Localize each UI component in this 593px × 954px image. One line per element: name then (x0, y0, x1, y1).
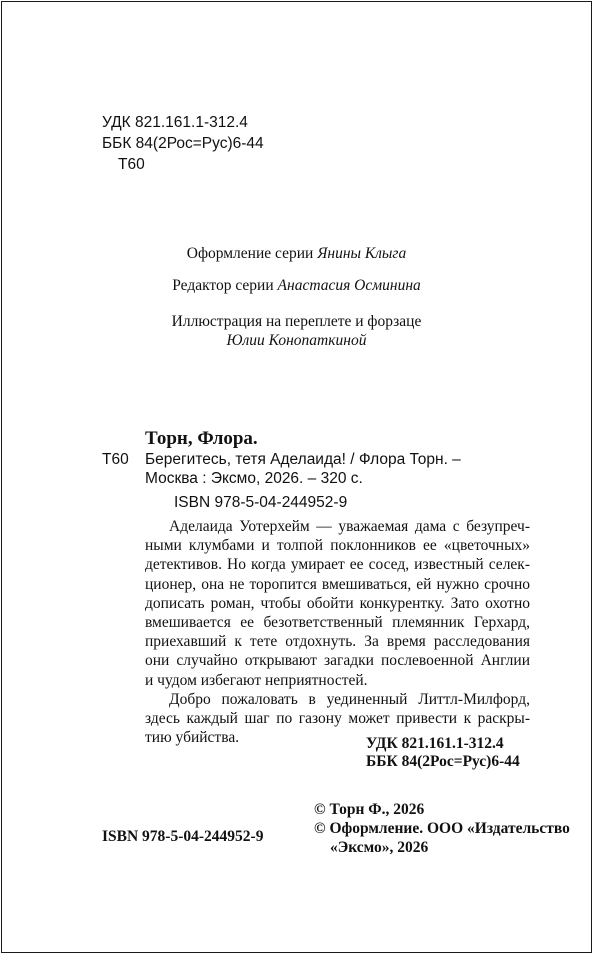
bib-title-line-2: Москва : Эксмо, 2026. – 320 с. (145, 470, 363, 487)
annotation-line: тию убийства. (145, 729, 240, 747)
bbk-code-top: ББК 84(2Рос=Рус)6-44 (102, 135, 264, 152)
credit-series-editor-name: Анастасия Осминина (277, 277, 421, 294)
author-heading: Торн, Флора. (145, 428, 258, 449)
credit-illustration-name-text: Юлии Конопаткиной (226, 332, 367, 349)
annotation-line: приехавший к тете отдохнуть. За время расследования (145, 633, 530, 651)
bib-title-line-1: Берегитесь, тетя Аделаида! / Флора Торн. – (145, 451, 461, 468)
bib-isbn: ISBN 978-5-04-244952-9 (174, 494, 348, 511)
udk-code-top: УДК 821.161.1-312.4 (102, 114, 248, 131)
udk-code-bottom: УДК 821.161.1-312.4 (366, 735, 504, 752)
bbk-code-bottom: ББК 84(2Рос=Рус)6-44 (366, 753, 520, 770)
annotation-line: здесь каждый шаг по газону может привести к раскры- (145, 710, 530, 728)
annotation-line: и чудом избегают неприятностей. (145, 671, 368, 689)
author-mark: Т60 (102, 451, 129, 468)
annotation-line: они случайно открывают загадки послевоенной Англии (145, 652, 530, 670)
annotation-line: дописать роман, чтобы обойти конкурентку. Зато охотно (145, 594, 530, 612)
credit-series-design (0, 244, 593, 264)
copyright-design-line-1: © Оформление. ООО «Издательство (314, 820, 570, 837)
annotation-line: вмешивается ее безответственный племянник Герхард, (145, 614, 530, 632)
copyright-design-line-2: «Эксмо», 2026 (330, 839, 429, 856)
credit-illustration-label: Иллюстрация на переплете и форзаце (171, 313, 422, 330)
copyright-author: © Торн Ф., 2026 (314, 801, 425, 818)
annotation-line: Аделаида Уотерхейм — уважаемая дама с безупреч- (169, 518, 530, 535)
annotation-line: ными клумбами и толпой поклонников ее «цветочных» (145, 537, 530, 555)
author-mark-top: Т60 (118, 156, 145, 173)
footer-isbn: ISBN 978-5-04-244952-9 (102, 828, 264, 845)
annotation-line: Добро пожаловать в уединенный Литтл-Милфорд, (169, 690, 530, 708)
credit-series-design-name: Янины Клыга (317, 245, 407, 262)
credit-series-editor (0, 276, 593, 296)
credit-series-editor-label: Редактор серии (172, 277, 274, 294)
annotation-paragraph-1 (145, 517, 530, 690)
credit-series-design-label: Оформление серии (186, 245, 314, 262)
annotation-line: детективов. Но когда умирает ее сосед, известный селек- (145, 556, 530, 574)
annotation (145, 517, 530, 747)
credit-illustration-name (0, 331, 593, 351)
annotation-line: ционер, она не торопится вмешиваться, ей нужно срочно (145, 575, 530, 593)
